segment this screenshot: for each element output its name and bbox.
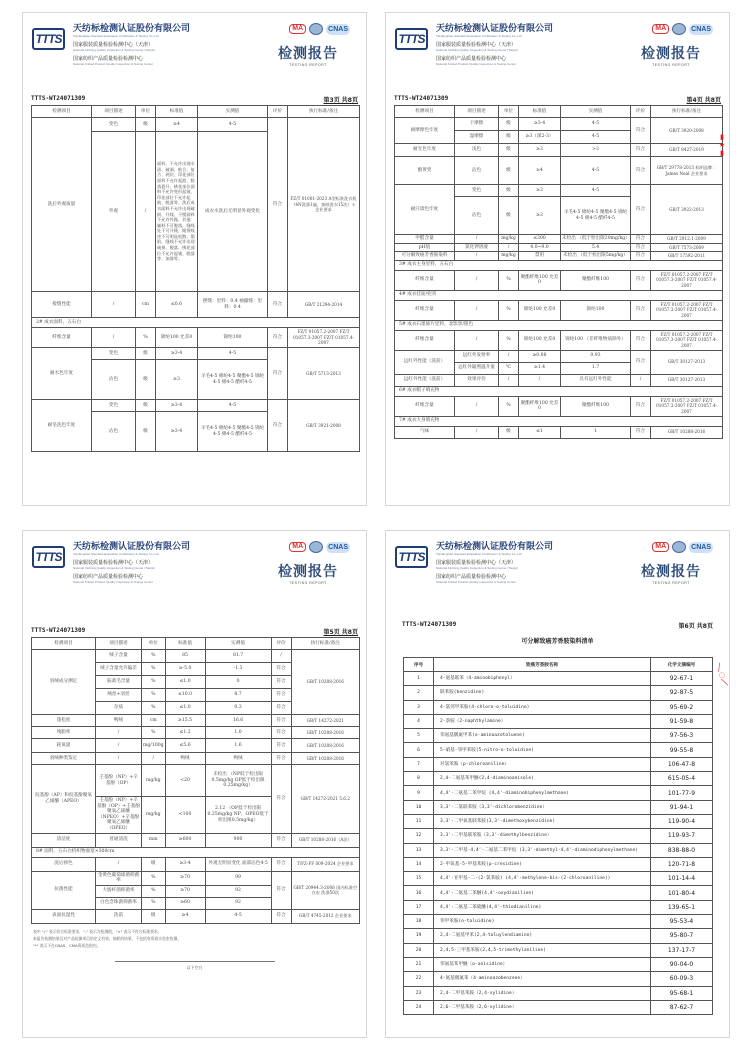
report-header [23,13,366,95]
aromatic-amine-table [403,657,713,1015]
row-number: 22 [404,972,434,986]
table-row: 绒子含量允许偏差 % ≥-5.0 -1.3 符合 [32,663,360,676]
table-row: 纤维含量 / % 锦纶100 允差0 锦纶100 （非纤维物质除外） 符合 FZ/T 01057.2-2007 FZ/T 01057.3-2007 FZ/T 01057.4-2007 [395,330,723,350]
table-row [404,714,713,728]
row-number: 6 [404,743,434,757]
table-row: 纤维含量 / % 聚酯纤维100 允差0 聚酯纤维100 符合 FZ/T 01057.2-2007 FZ/T 01057.3-2007 FZ/T 01057.4-2007 [395,270,723,290]
row-number: 10 [404,800,434,814]
accreditation-marks [652,23,713,35]
table-row [404,857,713,871]
amine-name: 2,6-二甲基苯胺（2,6-xylidine） [434,1000,651,1014]
row-number: 1 [404,672,434,686]
table-row: 耐光色牢度 浅色 级 ≥3 >3 符合 GB/T 8427-2019 [395,144,723,157]
page-number: 第4页 共8页 [686,97,721,104]
report-header [386,531,729,613]
table-row: 气味 / 级 ≤1 1 符合 GB/T 10288-2016 [395,426,723,438]
report-number: TTTS-WT24071309 [394,95,449,102]
amine-name: 4,4'-二氨基二苯硫醚(4,4'-thiodianiline) [434,900,651,914]
amine-name: 2,4-二甲基苯胺（2,4-xylidine） [434,986,651,1000]
org-name: 天纺标检测认证股份有限公司 [73,24,191,34]
table-row: 洗后掉色 / 级 ≥3-4 外观无明显变化 面部沾色4-5 符合 T/FZ-FF 009-2024 企业要求 [32,857,360,871]
table-row: 杂质 % ≤1.0 0.3 符合 [32,702,360,715]
cma-mark-icon: MA [289,24,306,34]
table-row [404,757,713,771]
table-row [404,772,713,786]
accreditation-marks [289,541,350,553]
table-row: 壬基酚（NP）+辛基酚（OP）+壬基酚聚氧乙烯醚（NPEO）+辛基酚聚氧乙烯醚（OPEO） mg/kg <100 2.12 （OP低于检出限0.25mg/kg NP、OPEO低于检出限0.5mg/kg） [32,797,360,834]
amine-name: 2,4-二氨基苯甲醚(2,4-diaminoanisole) [434,772,651,786]
organization-block: 天纺标检测认证股份有限公司 Tianfangbiao Standard Evaluation Certification & Testing Co.,Ltd 国家服装质量检验检测中心（天津） National Clothing Quality Inspection & Testing Center (Tianjin) 国家纺织产品质量检验检测中心 National Knitted Product Quality Inspection & Testing Center [73,21,223,66]
table-row: 残脂率 / % ≤1.2 1.0 符合 GB/T 10288-2016 [32,727,360,739]
row-number: 13 [404,843,434,857]
table-row: 耗氧量 / mg/100g ≤5.6 1.6 符合 GB/T 10288-2016 [32,739,360,753]
amine-name: 4-氨基联苯（4-aminobiphenyl） [434,672,651,686]
table-row: 洗后外观质量 变色 级 ≥4 4-5 符合 FZ/T 01001-2023 A型标准洗衣机（4N洗涤1遍，加晾洗衣15次）＊ 企业要求 [32,118,360,132]
amine-name: 2-甲氧基-5-甲基苯胺(p-cresidine) [434,857,651,871]
row-number: 3 [404,700,434,714]
accreditation-marks [289,23,350,35]
table-row [404,915,713,929]
cnas-mark-icon: CNAS [328,543,348,551]
cas-number: 95-69-2 [651,700,713,714]
report-notes: 表中 "√" 表示符合标准要求，"-" 表示为检测值，"×" 表示不符合标准要求。 本报告检测结果仅对产品检测项目的定义有效，抽样的结果，不包括有资质实验室检测。 "*" 表示不在CNAS、CMA资质范围内。 [33,928,182,948]
section-row: 4# 成衣挂面/兜背 [395,290,723,300]
page-number: 第3页 共8页 [323,97,358,104]
report-title: 检测报告 TESTING REPORT [641,564,701,585]
cas-number: 137-17-7 [651,943,713,957]
table-row: 耐水色牢度 变色 级 ≥3-4 4-5 符合 GB/T 5713-2013 [32,348,360,360]
cas-number: 92-87-5 [651,686,713,700]
table-row [404,900,713,914]
section-row: 5# 成衣石墨烯片里料，北影黑/银色 [395,320,723,330]
amine-name: 5-硝基-邻甲苯胺(5-nitro-o-toluidine) [434,743,651,757]
table-row: 湿摩擦 级 ≥3（深2-3） 4-5 [395,131,723,144]
report-page-3 [22,12,367,506]
cas-number: 97-56-3 [651,729,713,743]
ttts-logo: TTTS [32,28,65,50]
report-number: TTTS-WT24071309 [402,621,457,628]
report-header [23,531,366,613]
cas-number: 119-90-4 [651,814,713,828]
ttts-logo: TTTS [395,546,428,568]
table-row [404,986,713,1000]
table-row: 远红外辐照温升值 ℃ ≥1.4 1.7 [395,362,723,374]
accreditation-marks [652,541,713,553]
amine-name: 邻甲苯胺(o-toluidine) [434,915,651,929]
row-number: 12 [404,829,434,843]
cas-number: 92-67-1 [651,672,713,686]
amine-name: 3,3'-二甲基-4,4'-二氨基二苯甲烷 (3,3'-dimethyl-4,4'-diaminodiphenylmethane) [434,843,651,857]
report-title: 检测报告 TESTING REPORT [278,564,338,585]
table-row: 清洁度 普通清洗 mm ≥600 900 符合 GB/T 10288-2016（A法） [32,833,360,847]
section-row: 3# 成衣主身里料，五石白 [395,260,723,270]
row-number: 24 [404,1000,434,1014]
table-row: 耐摩擦色牢度 干摩擦 级 ≥3-4 4-5 符合 GB/T 3920-2008 [395,118,723,131]
cas-number: 101-77-9 [651,786,713,800]
row-number: 21 [404,957,434,971]
table-row: 绒丝+羽丝 % ≤10.0 8.7 符合 [32,689,360,702]
amine-name: 3,3'-二甲基联苯胺（3,3'-dimethylbenzidine） [434,829,651,843]
table-row: 沾色 级 ≥3 羊毛4-5 棉纶4-5 聚酯4-5 锦纶4-5 棉4-5 醋纤4-5 [32,360,360,400]
table-row [404,943,713,957]
ttts-logo: TTTS [395,28,428,50]
cnas-mark-icon: CNAS [328,25,348,33]
table-row: 抗菌性能 金黄色葡萄球菌抑菌率 % ≥70 99 符合 GB/T 20944.3-2008 国内标准空白布 洗涤50次 [32,871,360,885]
table-row: pH值 氯化钾溶液 / 4.0~9.0 5.4 符合 GB/T 7573-2009 [395,243,723,252]
table-row [404,729,713,743]
row-number: 5 [404,729,434,743]
report-number: TTTS-WT24071309 [31,627,86,634]
table-row: 可分解致癌芳香胺染料 / mg/kg 禁用 未检出 （低于检出限5mg/kg） 符合 GB/T 17592-2011 [395,252,723,261]
table-row [404,929,713,943]
report-number: TTTS-WT24071309 [31,95,86,102]
row-number: 7 [404,757,434,771]
amine-name: 4,4'-二氨基二苯甲烷 (4,4'-diaminobiphenylmethane) [434,786,651,800]
cas-number: 101-14-4 [651,872,713,886]
row-number: 17 [404,900,434,914]
report-title: 检测报告 TESTING REPORT [641,46,701,67]
row-number: 8 [404,772,434,786]
section-row: 6# 成衣帽子填充物 [395,386,723,396]
seal-stamp-icon: ▮ ★ ▮ [718,133,726,157]
table-row: 羽绒种类鉴定 / / 鸭绒 鸭绒 符合 GB/T 10288-2016 [32,753,360,765]
table-row [404,672,713,686]
cas-number: 87-62-7 [651,1000,713,1014]
amine-list-title: 可分解致癌芳香胺染料清单 [521,638,594,645]
table-row: 远红外性能（洗前） 效果评价 / / 具有远红外性能 / GB/T 30127-2013 [395,374,723,386]
row-number: 19 [404,929,434,943]
cma-mark-icon: MA [289,542,306,552]
table-row: 羽绒成分测定 绒子含量 % 85 81.7 / GB/T 10288-2016 [32,650,360,663]
row-number: 14 [404,857,434,871]
results-table [31,637,360,924]
cas-number: 95-53-4 [651,915,713,929]
cas-number: 838-88-0 [651,843,713,857]
amine-name: 4-氨基偶氮苯（4-aminoazobenzene） [434,972,651,986]
table-header-row: 检测项目 项目描述 单位 标准值 实测值 评价 执行标准/备注 [32,106,360,118]
table-row [404,814,713,828]
row-number: 15 [404,872,434,886]
table-header-row: 序号 致癌芳香胺名称 化学文摘编号 [404,658,713,672]
ilac-mark-icon [672,23,686,35]
table-row: 白色念珠菌抑菌率 % ≥60 92 [32,897,360,909]
table-row: 沾色 级 ≥3-4 羊毛4-5 棉纶4-5 聚酯4-5 锦纶4-5 棉4-5 醋纤4-5 [32,412,360,452]
table-row: 纤维含量 / % 锦纶100 允差0 锦纶100 符合 FZ/T 01057.2-2007 FZ/T 01057.3-2007 FZ/T 01057.4-2007 [395,300,723,320]
table-row [404,872,713,886]
row-number: 2 [404,686,434,700]
row-number: 9 [404,786,434,800]
amine-name: 对氯苯胺（p-chloroaniline） [434,757,651,771]
table-row [404,886,713,900]
cma-mark-icon: MA [652,542,669,552]
organization-block: 天纺标检测认证股份有限公司 Tianfangbiao Standard Evaluation Certification & Testing Co.,Ltd 国家服装质量检验检测中心（天津） National Clothing Quality Inspection & Testing Center (Tianjin) 国家纺织产品质量检验检测中心 National Knitted Product Quality Inspection & Testing Center [73,542,191,584]
cas-number: 99-55-8 [651,743,713,757]
table-row: 大肠杆菌抑菌率 % ≥70 92 [32,885,360,897]
page-number: 第6页 共8页 [678,623,713,630]
amine-name: 邻氨基偶氮甲苯(o-aminoazotoluene) [434,729,651,743]
seal-stamp-icon: ╱ ◌ ╲ [715,663,729,687]
cma-mark-icon: MA [652,24,669,34]
ilac-mark-icon [672,541,686,553]
table-row [404,829,713,843]
table-row [404,1000,713,1014]
amine-name: 3,3'-二甲氧基联苯胺(3,3'-dimethoxybenzidine) [434,814,651,828]
table-row: 表面抗湿性 洗前 级 ≥4 4-5 符合 GB/T 4745-2012 企业要求 [32,909,360,923]
report-page-5 [22,530,367,1038]
table-header-row: 检测项目 项目描述 单位 标准值 实测值 评价 执行标准/备注 [395,106,723,118]
table-row: 酚黄变 沾色 级 ≥4 4-5 符合 GB/T 29778-2013 标明品牌：James Neal 企业要求 [395,157,723,185]
row-number: 11 [404,814,434,828]
cas-number: 90-04-0 [651,957,713,971]
table-row: 远红外性能（洗前） 远红外发射率 / ≥0.88 0.93 符合 GB/T 30127-2013 [395,350,723,362]
table-row: 耐汗渍色牢度 变色 级 ≥3 4-5 符合 GB/T 3922-2013 [395,185,723,197]
cas-number: 91-94-1 [651,800,713,814]
report-page-4 [385,12,730,506]
ttts-logo: TTTS [32,546,65,568]
cas-number: 101-80-4 [651,886,713,900]
table-row [404,843,713,857]
page-number: 第5页 共8页 [323,629,358,636]
section-row: 8# 面料，五石白机织物面宽×300cm [32,847,360,857]
table-row: 纤维含量 / % 聚酯纤维100 允差0 聚酯纤维100 符合 FZ/T 01057.2-2007 FZ/T 01057.3-2007 FZ/T 01057.4-2007 [395,396,723,416]
end-of-report-marker: 以下空白 [115,961,275,971]
cas-number: 106-47-8 [651,757,713,771]
amine-name: 4,4'-二氨基二苯醚(4,4'-oxydianiline) [434,886,651,900]
amine-name: 联苯胺(benzidine) [434,686,651,700]
table-row [404,700,713,714]
table-header-row: 检测项目 项目描述 单位 标准值 实测值 评价 执行标准/备注 [32,638,360,650]
amine-name: 4-氯邻甲苯胺(4-chloro-o-toluidine) [434,700,651,714]
amine-name: 邻氨基苯甲醚（o-anisidine） [434,957,651,971]
table-row: 接缝性能 / cm ≤0.6 摆缝：里料：0.4 袖窿缝：里料：0.4 符合 GB/T 21294-2014 [32,292,360,318]
table-row [404,686,713,700]
report-title: 检测报告 TESTING REPORT [278,46,338,67]
table-row: 纤维含量 / % 锦纶100 允差0 锦纶100 符合 FZ/T 01057.2-2007 FZ/T 01057.3-2007 FZ/T 01057.4-2007 [32,328,360,348]
cas-number: 60-09-3 [651,972,713,986]
cas-number: 91-59-8 [651,714,713,728]
ilac-mark-icon [309,541,323,553]
row-number: 16 [404,886,434,900]
amine-name: 4,4'-亚甲基-二-(2-氯苯胺) (4,4'-methylene-bis-(2-chloroaniline)) [434,872,651,886]
results-table [31,105,360,452]
cas-number: 615-05-4 [651,772,713,786]
cas-number: 95-68-1 [651,986,713,1000]
table-row: 陆禽毛含量 % ≤1.0 0 符合 [32,676,360,689]
cas-number: 120-71-8 [651,857,713,871]
cas-number: 139-65-1 [651,900,713,914]
organization-block: 天纺标检测认证股份有限公司 Tianfangbiao Standard Evaluation Certification & Testing Co.,Ltd 国家服装质量检验检测中心（天津） National Clothing Quality Inspection & Testing Center (Tianjin) 国家纺织产品质量检验检测中心 National Knitted Product Quality Inspection & Testing Center [436,542,554,584]
section-row: 7# 成衣大身填充物 [395,416,723,426]
table-row [404,957,713,971]
table-row [404,786,713,800]
organization-block: 天纺标检测认证股份有限公司 Tianfangbiao Standard Evaluation Certification & Testing Co.,Ltd 国家服装质量检验检测中心（天津） National Clothing Quality Inspection & Testing Center (Tianjin) 国家纺织产品质量检验检测中心 National Knitted Product Quality Inspection & Testing Center [436,24,554,66]
row-number: 4 [404,714,434,728]
section-row: 2# 成衣面料，五石白 [32,318,360,328]
results-table [394,105,723,439]
amine-name: 2,4,5-三甲基苯胺(2,4,5-trimethylaniline) [434,943,651,957]
table-row [404,972,713,986]
table-row: 外观 / 面料，不允许出现水渍、破洞、粘合、复合、剥层、印花部位面料不允许起泡、脱落裂开、绣花部位面料不允许变形起皱、印花部位不允许起鼓、脱落等、洗后成衣面料不允许出现破损、开线、下摆面料不允许外露、其他：辅料不可脱落，缝线处不可开缝，绳带线迹不可明显松散、塌陷，缝线不允许出现破损、脱落、绣花部位不允许起皱、脱落等、加涤等。 成衣水洗后无明显外观变化 [32,132,360,292]
table-row: 耐皂洗色牢度 变色 级 ≥3-4 4-5 符合 GB/T 3921-2008 [32,400,360,412]
table-row: 蓬松度 鸭绒 cm ≥15.5 16.6 符合 GB/T 14272-2021 [32,715,360,727]
cnas-mark-icon: CNAS [691,543,711,551]
cas-number: 119-93-7 [651,829,713,843]
cas-number: 95-80-7 [651,929,713,943]
table-row: 甲醛含量 / mg/kg ≤300 未检出 （低于检出限20mg/kg） 符合 GB/T 2912.1-2009 [395,235,723,244]
row-number: 23 [404,986,434,1000]
table-row: 烷基酚（AP）和烷基酚聚氧乙烯醚（APEO） 壬基酚（NP）+辛基酚（OP） mg/kg <20 未检出 （NP低于检出限0.5mg/kg OP低于检出限0.25mg/kg） 符合 GB/T 14272-2021 5.6.2 [32,765,360,797]
amine-name: 2,4-二氨基甲苯(2,4-toluylendiamine) [434,929,651,943]
row-number: 18 [404,915,434,929]
amine-name: 3,3'-二氯联苯胺（3,3'-dichlorobenzidine） [434,800,651,814]
table-row: 沾色 级 ≥3 羊毛4-5 棉纶4-5 聚酯4-5 锦纶4-5 棉4-5 醋纤4-5 [395,197,723,235]
cnas-mark-icon: CNAS [691,25,711,33]
table-row [404,743,713,757]
ilac-mark-icon [309,23,323,35]
row-number: 20 [404,943,434,957]
amine-name: 2-萘胺（2-naphthylamine） [434,714,651,728]
report-page-6 [385,530,730,1038]
report-header [386,13,729,95]
table-row [404,800,713,814]
